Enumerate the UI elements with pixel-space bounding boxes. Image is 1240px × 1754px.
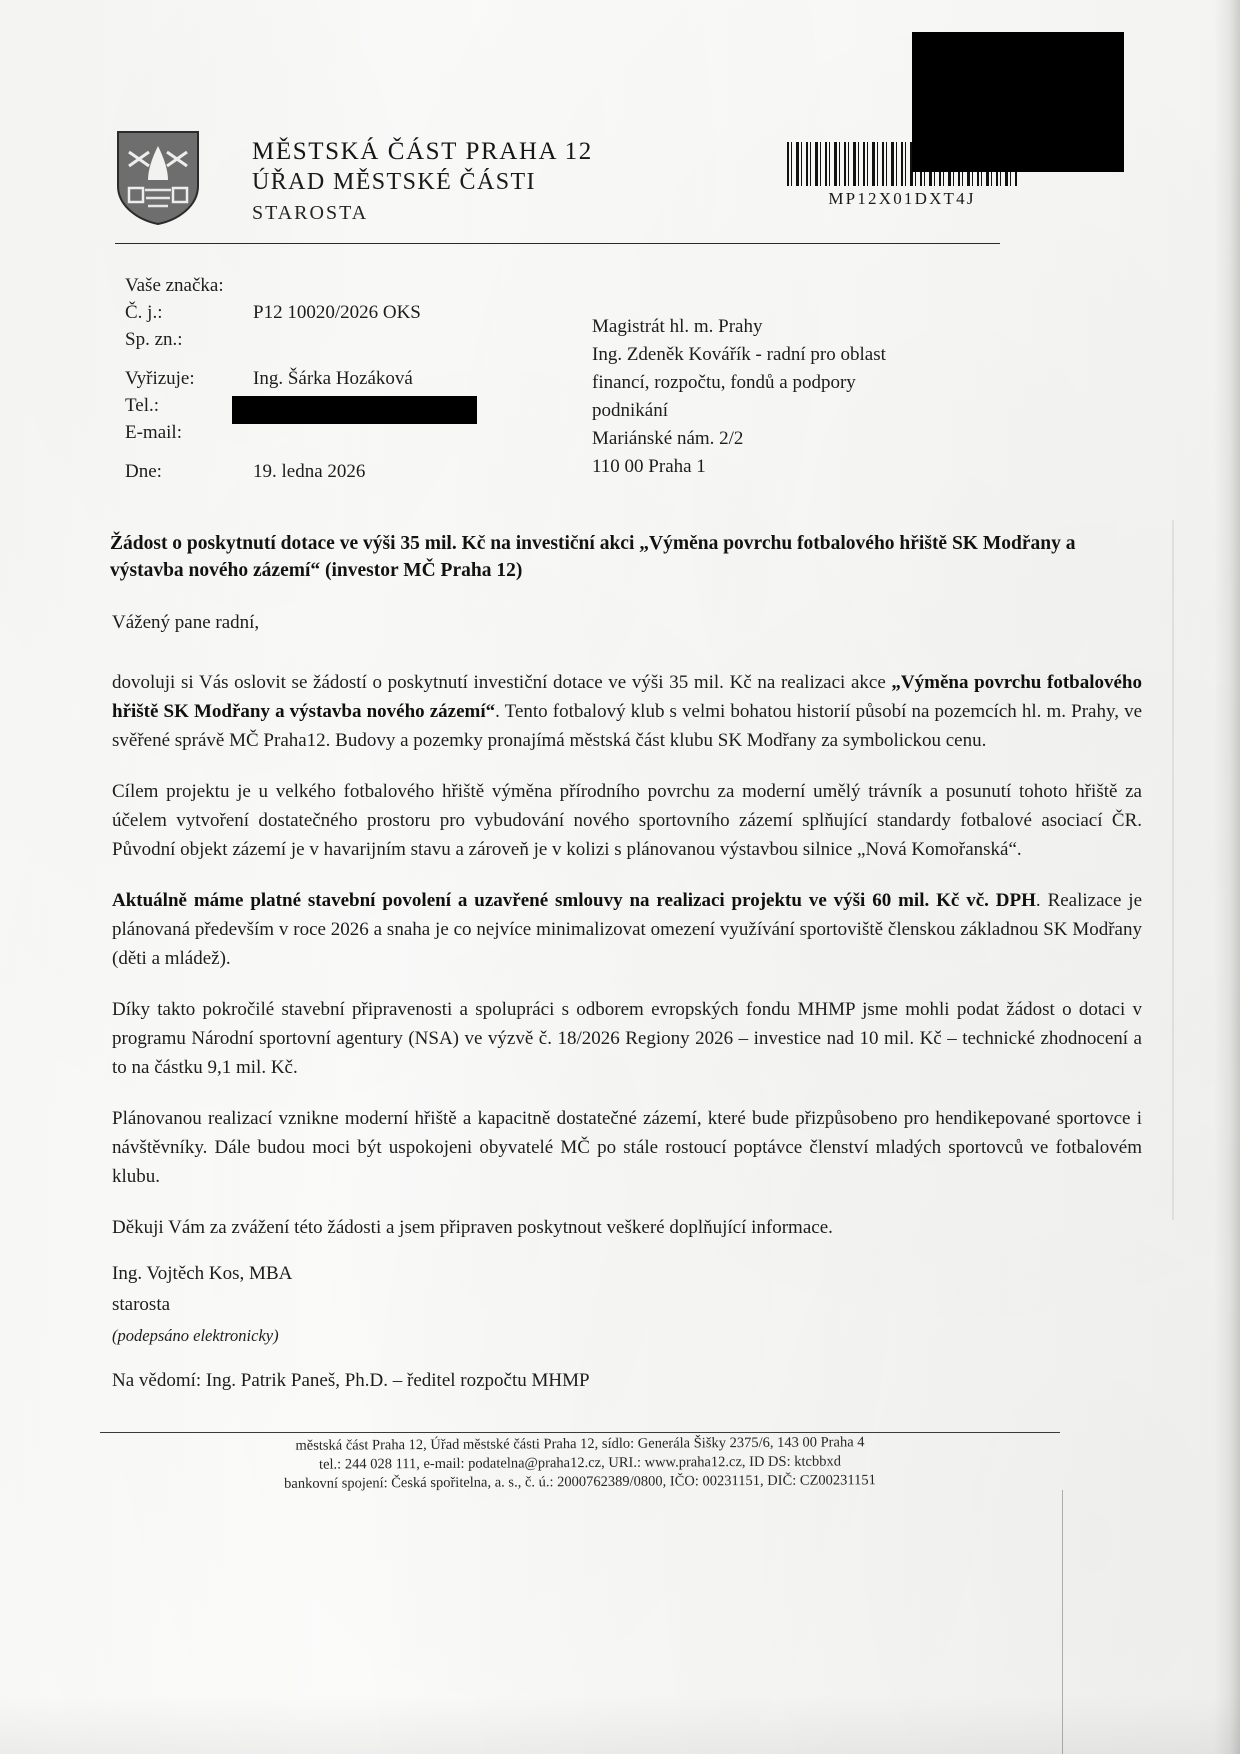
barcode-label: MP12X01DXT4J <box>828 189 976 208</box>
redaction-block-header <box>912 32 1124 172</box>
org-name-line-3: STAROSTA <box>252 202 369 224</box>
paragraph-3-highlight: Aktuálně máme platné stavební povolení a uzavřené smlouvy na realizaci projektu ve výši 60 mil. Kč vč. DPH <box>112 890 1036 911</box>
signature-block <box>112 1258 292 1351</box>
body-paragraph-6: Děkuji Vám za zvážení této žádosti a jsem připraven poskytnout veškeré doplňující informace. <box>112 1217 833 1238</box>
signatory-role: starosta <box>112 1294 171 1315</box>
reference-value: Ing. Šárka Hozáková <box>253 368 413 389</box>
reference-label: Tel.: <box>125 395 160 416</box>
org-name-line-2: ÚŘAD MĚSTSKÉ ČÁSTI <box>252 169 536 195</box>
header-divider <box>115 243 1000 244</box>
reference-row-vyrizuje <box>125 365 421 392</box>
recipient-address-block <box>592 313 886 481</box>
scan-edge-shadow-right <box>1214 0 1240 1754</box>
recipient-line: podnikání <box>592 400 668 421</box>
recipient-line: Magistrát hl. m. Prahy <box>592 316 763 337</box>
reference-value: 19. ledna 2026 <box>253 461 366 482</box>
reference-row-vase-znacka <box>125 272 421 299</box>
scan-artifact-line <box>1062 1490 1063 1754</box>
recipient-line: Ing. Zdeněk Kovářík - radní pro oblast <box>592 344 886 365</box>
recipient-line: 110 00 Praha 1 <box>592 456 706 477</box>
footer-line-2: tel.: 244 028 111, e-mail: podatelna@praha12.cz, URI.: www.praha12.cz, ID DS: ktcbbxd <box>318 1453 842 1473</box>
reference-spacer <box>125 446 421 458</box>
body-paragraph-4: Díky takto pokročilé stavební připravenosti a spolupráci s odborem evropských fondu MHMP jsme mohli podat žádost o dotaci v programu Národní sportovní agentury (NSA) ve výzvě č. 18/2026 Regiony 2026 – investice nad 10 mil. Kč – technické zhodnocení a to na částku 9,1 mil. Kč. <box>112 999 1142 1078</box>
org-name-line-1: MĚSTSKÁ ČÁST PRAHA 12 <box>252 138 593 165</box>
paragraph-3-part-b: . Realizace je plánovaná především v roce 2026 a snaha je co nejvíce minimalizovat omezení využívání sportoviště členskou základnou SK Modřany (děti a mládež). <box>112 890 1142 969</box>
electronic-signature-note: (podepsáno elektronicky) <box>112 1326 279 1345</box>
organization-title-block <box>252 136 593 228</box>
reference-spacer <box>125 353 421 365</box>
reference-row-cj <box>125 299 421 326</box>
scan-artifact-line-secondary <box>1172 520 1174 1220</box>
body-paragraph-5: Plánovanou realizací vznikne moderní hřiště a kapacitně dostatečné zázemí, které bude přizpůsobeno pro hendikepované sportovce i návštěvníky. Dále budou moci být uspokojeni obyvatelé MČ po stále rostoucí poptávce členství mladých sportovců ve fotbalovém klubu. <box>112 1108 1142 1187</box>
coat-of-arms-icon <box>115 130 201 226</box>
signatory-name: Ing. Vojtěch Kos, MBA <box>112 1263 293 1284</box>
reference-value: P12 10020/2026 OKS <box>253 302 421 323</box>
redaction-block-email <box>232 396 477 424</box>
page-footer <box>100 1434 1060 1495</box>
recipient-line: financí, rozpočtu, fondů a podpory <box>592 372 856 393</box>
reference-label: Dne: <box>125 461 162 482</box>
carbon-copy-line: Na vědomí: Ing. Patrik Paneš, Ph.D. – ředitel rozpočtu MHMP <box>112 1370 590 1391</box>
reference-label: Vyřizuje: <box>125 368 195 389</box>
paragraph-1-part-a: dovoluji si Vás oslovit se žádostí o poskytnutí investiční dotace ve výši 35 mil. Kč na realizaci akce <box>112 672 892 693</box>
reference-label: Vaše značka: <box>125 275 224 296</box>
reference-block <box>125 272 421 485</box>
body-paragraph-1 <box>112 668 1142 755</box>
reference-label: Č. j.: <box>125 302 163 323</box>
body-paragraph-3 <box>112 886 1142 973</box>
reference-row-spzn <box>125 326 421 353</box>
recipient-line: Mariánské nám. 2/2 <box>592 428 744 449</box>
reference-label: Sp. zn.: <box>125 329 183 350</box>
reference-row-dne <box>125 458 421 485</box>
letter-salutation: Vážený pane radní, <box>112 612 260 633</box>
reference-label: E-mail: <box>125 422 182 443</box>
scan-edge-shadow-bottom <box>0 1694 1240 1754</box>
paragraph-1-project-name: „Výměna povrchu fotbalového hřiště SK Modřany a výstavba nového zázemí“ <box>112 672 1142 722</box>
body-paragraph-2: Cílem projektu je u velkého fotbalového hřiště výměna přírodního povrchu za moderní umělý trávník a posunutí tohoto hřiště za účelem vytvoření dostatečného prostoru pro vybudování nového sportovního zázemí splňující standardy fotbalové asociací ČR. Původní objekt zázemí je v havarijním stavu a zároveň je v kolizi s plánovanou výstavbou silnice „Nová Komořanská“. <box>112 781 1142 860</box>
paragraph-1-part-c: . Tento fotbalový klub s velmi bohatou historií působí na pozemcích hl. m. Prahy, ve svěřené správě MČ Praha12. Budovy a pozemky pronajímá městská část klubu SK Modřany za symbolickou cenu. <box>112 701 1143 751</box>
letter-body <box>112 668 1142 1264</box>
footer-line-1: městská část Praha 12, Úřad městské části Praha 12, sídlo: Generála Šišky 2375/6, 143 00 Praha 4 <box>295 1434 865 1454</box>
footer-line-3: bankovní spojení: Česká spořitelna, a. s., č. ú.: 2000762389/0800, IČO: 00231151, DIČ: CZ00231151 <box>284 1472 876 1492</box>
letter-subject: Žádost o poskytnutí dotace ve výši 35 mil. Kč na investiční akci „Výměna povrchu fotbalového hřiště SK Modřany a výstavba nového zázemí“ (investor MČ Praha 12) <box>110 533 1076 581</box>
